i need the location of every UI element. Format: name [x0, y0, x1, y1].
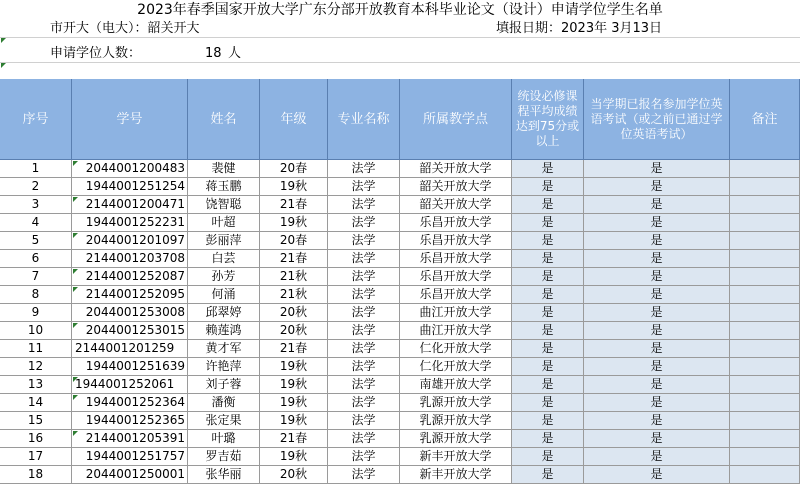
cell-avg-score[interactable]: 是	[512, 376, 584, 394]
cell-major[interactable]: 法学	[328, 268, 400, 286]
table-row	[0, 376, 800, 394]
cell-name[interactable]: 裴健	[188, 160, 260, 178]
cell-student-id[interactable]: 1944001252061	[72, 376, 188, 394]
cell-major[interactable]: 法学	[328, 160, 400, 178]
cell-grade[interactable]: 19秋	[260, 358, 328, 376]
cell-seq[interactable]: 15	[0, 412, 72, 430]
table-row	[0, 394, 800, 412]
cell-note[interactable]	[730, 466, 800, 484]
cell-note[interactable]	[730, 430, 800, 448]
comment-marker-icon	[73, 287, 78, 292]
cell-avg-score[interactable]: 是	[512, 304, 584, 322]
cell-avg-score[interactable]: 是	[512, 448, 584, 466]
cell-name[interactable]: 张华丽	[188, 466, 260, 484]
cell-seq[interactable]: 2	[0, 178, 72, 196]
comment-marker-icon	[73, 161, 78, 166]
cell-seq[interactable]: 13	[0, 376, 72, 394]
count-label[interactable]: 申请学位人数：	[50, 46, 142, 61]
cell-seq[interactable]: 11	[0, 340, 72, 358]
cell-note[interactable]	[730, 358, 800, 376]
comment-marker-icon	[73, 377, 78, 382]
cell-name[interactable]: 赖莲鸿	[188, 322, 260, 340]
cell-note[interactable]	[730, 412, 800, 430]
cell-site[interactable]: 乐昌开放大学	[400, 232, 512, 250]
cell-grade[interactable]: 21春	[260, 430, 328, 448]
cell-note[interactable]	[730, 394, 800, 412]
cell-english-exam[interactable]: 是	[584, 232, 730, 250]
cell-major[interactable]: 法学	[328, 232, 400, 250]
cell-seq[interactable]: 6	[0, 250, 72, 268]
cell-major[interactable]: 法学	[328, 304, 400, 322]
cell-grade[interactable]: 19秋	[260, 412, 328, 430]
cell-major[interactable]: 法学	[328, 394, 400, 412]
cell-student-id[interactable]: 1944001252231	[72, 214, 188, 232]
cell-note[interactable]	[730, 160, 800, 178]
header-english-exam[interactable]: 当学期已报名参加学位英语考试（或之前已通过学位英语考试）	[584, 79, 730, 160]
cell-student-id[interactable]: 1944001251757	[72, 448, 188, 466]
cell-seq[interactable]: 8	[0, 286, 72, 304]
cell-major[interactable]: 法学	[328, 376, 400, 394]
cell-english-exam[interactable]: 是	[584, 394, 730, 412]
cell-major[interactable]: 法学	[328, 196, 400, 214]
cell-grade[interactable]: 19秋	[260, 214, 328, 232]
cell-seq[interactable]: 4	[0, 214, 72, 232]
header-seq[interactable]: 序号	[0, 79, 72, 160]
cell-seq[interactable]: 14	[0, 394, 72, 412]
sheet-title: 2023年春季国家开放大学广东分部开放教育本科毕业论文（设计）申请学位学生名单	[137, 2, 663, 18]
cell-student-id[interactable]: 2144001252095	[72, 286, 188, 304]
header-student-id[interactable]: 学号	[72, 79, 188, 160]
cell-site[interactable]: 南雄开放大学	[400, 376, 512, 394]
header-site[interactable]: 所属教学点	[400, 79, 512, 160]
cell-seq[interactable]: 17	[0, 448, 72, 466]
cell-site[interactable]: 乐昌开放大学	[400, 268, 512, 286]
cell-name[interactable]: 孙芳	[188, 268, 260, 286]
cell-english-exam[interactable]: 是	[584, 412, 730, 430]
table-row	[0, 448, 800, 466]
cell-grade[interactable]: 21春	[260, 196, 328, 214]
header-major[interactable]: 专业名称	[328, 79, 400, 160]
cell-site[interactable]: 仁化开放大学	[400, 358, 512, 376]
cell-seq[interactable]: 12	[0, 358, 72, 376]
cell-name[interactable]: 蒋玉鹏	[188, 178, 260, 196]
cell-major[interactable]: 法学	[328, 448, 400, 466]
cell-avg-score[interactable]: 是	[512, 214, 584, 232]
cell-avg-score[interactable]: 是	[512, 160, 584, 178]
cell-name[interactable]: 饶智聪	[188, 196, 260, 214]
cell-grade[interactable]: 21秋	[260, 286, 328, 304]
cell-major[interactable]: 法学	[328, 340, 400, 358]
table-header	[0, 79, 800, 160]
cell-name[interactable]: 刘子蓉	[188, 376, 260, 394]
info-row-count	[0, 45, 800, 62]
cell-grade[interactable]: 20秋	[260, 322, 328, 340]
cell-avg-score[interactable]: 是	[512, 250, 584, 268]
cell-grade[interactable]: 20春	[260, 232, 328, 250]
cell-note[interactable]	[730, 448, 800, 466]
cell-student-id[interactable]: 1944001251254	[72, 178, 188, 196]
cell-english-exam[interactable]: 是	[584, 214, 730, 232]
table-row	[0, 214, 800, 232]
cell-major[interactable]: 法学	[328, 412, 400, 430]
cell-english-exam[interactable]: 是	[584, 160, 730, 178]
cell-english-exam[interactable]: 是	[584, 268, 730, 286]
table-row	[0, 340, 800, 358]
cell-avg-score[interactable]: 是	[512, 286, 584, 304]
cell-site[interactable]: 乐昌开放大学	[400, 214, 512, 232]
cell-note[interactable]	[730, 214, 800, 232]
cell-avg-score[interactable]: 是	[512, 358, 584, 376]
cell-name[interactable]: 叶璐	[188, 430, 260, 448]
cell-site[interactable]: 仁化开放大学	[400, 340, 512, 358]
cell-seq[interactable]: 16	[0, 430, 72, 448]
cell-student-id[interactable]: 2144001201259	[72, 340, 188, 358]
cell-major[interactable]: 法学	[328, 358, 400, 376]
cell-english-exam[interactable]: 是	[584, 196, 730, 214]
cell-avg-score[interactable]: 是	[512, 430, 584, 448]
cell-grade[interactable]: 21春	[260, 250, 328, 268]
cell-note[interactable]	[730, 340, 800, 358]
cell-note[interactable]	[730, 178, 800, 196]
cell-student-id[interactable]: 2044001253008	[72, 304, 188, 322]
table-row	[0, 466, 800, 484]
comment-marker-icon	[73, 431, 78, 436]
cell-student-id[interactable]: 1944001252365	[72, 412, 188, 430]
cell-note[interactable]	[730, 322, 800, 340]
cell-major[interactable]: 法学	[328, 322, 400, 340]
cell-english-exam[interactable]: 是	[584, 466, 730, 484]
cell-english-exam[interactable]: 是	[584, 358, 730, 376]
cell-english-exam[interactable]: 是	[584, 178, 730, 196]
cell-student-id[interactable]: 2044001201097	[72, 232, 188, 250]
cell-site[interactable]: 韶关开放大学	[400, 178, 512, 196]
cell-name[interactable]: 黄才军	[188, 340, 260, 358]
header-note[interactable]: 备注	[730, 79, 800, 160]
cell-note[interactable]	[730, 376, 800, 394]
info-row-school	[0, 20, 800, 37]
cell-english-exam[interactable]: 是	[584, 340, 730, 358]
cell-student-id[interactable]: 2144001205391	[72, 430, 188, 448]
cell-seq[interactable]: 18	[0, 466, 72, 484]
cell-student-id[interactable]: 2044001200483	[72, 160, 188, 178]
cell-avg-score[interactable]: 是	[512, 268, 584, 286]
cell-grade[interactable]: 19秋	[260, 376, 328, 394]
cell-english-exam[interactable]: 是	[584, 376, 730, 394]
cell-avg-score[interactable]: 是	[512, 412, 584, 430]
comment-marker-icon	[73, 197, 78, 202]
count-value[interactable]: 18	[205, 46, 222, 61]
cell-student-id[interactable]: 1944001252364	[72, 394, 188, 412]
table-row	[0, 286, 800, 304]
cell-seq[interactable]: 9	[0, 304, 72, 322]
cell-note[interactable]	[730, 286, 800, 304]
cell-major[interactable]: 法学	[328, 250, 400, 268]
cell-name[interactable]: 白芸	[188, 250, 260, 268]
cell-english-exam[interactable]: 是	[584, 250, 730, 268]
cell-name[interactable]: 邱翠婷	[188, 304, 260, 322]
table-row	[0, 304, 800, 322]
cell-seq[interactable]: 7	[0, 268, 72, 286]
cell-avg-score[interactable]: 是	[512, 196, 584, 214]
cell-english-exam[interactable]: 是	[584, 448, 730, 466]
table-row	[0, 430, 800, 448]
cell-english-exam[interactable]: 是	[584, 286, 730, 304]
cell-note[interactable]	[730, 250, 800, 268]
cell-name[interactable]: 罗吉茹	[188, 448, 260, 466]
cell-grade[interactable]: 19秋	[260, 178, 328, 196]
cell-site[interactable]: 韶关开放大学	[400, 196, 512, 214]
cell-student-id[interactable]: 2144001252087	[72, 268, 188, 286]
cell-avg-score[interactable]: 是	[512, 178, 584, 196]
cell-avg-score[interactable]: 是	[512, 394, 584, 412]
cell-note[interactable]	[730, 304, 800, 322]
cell-major[interactable]: 法学	[328, 430, 400, 448]
cell-major[interactable]: 法学	[328, 178, 400, 196]
cell-note[interactable]	[730, 268, 800, 286]
cell-site[interactable]: 乳源开放大学	[400, 394, 512, 412]
cell-note[interactable]	[730, 232, 800, 250]
comment-marker-icon	[73, 233, 78, 238]
table-row	[0, 232, 800, 250]
gridline	[0, 62, 800, 63]
cell-seq[interactable]: 3	[0, 196, 72, 214]
comment-marker-icon	[1, 38, 6, 43]
comment-marker-icon	[73, 323, 78, 328]
header-grade[interactable]: 年级	[260, 79, 328, 160]
cell-grade[interactable]: 21春	[260, 340, 328, 358]
cell-seq[interactable]: 1	[0, 160, 72, 178]
table-row	[0, 268, 800, 286]
cell-student-id[interactable]: 2144001200471	[72, 196, 188, 214]
table-row	[0, 160, 800, 178]
cell-site[interactable]: 曲江开放大学	[400, 322, 512, 340]
table-row	[0, 412, 800, 430]
comment-marker-icon	[73, 395, 78, 400]
cell-avg-score[interactable]: 是	[512, 322, 584, 340]
table-row	[0, 196, 800, 214]
cell-student-id[interactable]: 2044001250001	[72, 466, 188, 484]
cell-avg-score[interactable]: 是	[512, 466, 584, 484]
cell-grade[interactable]: 19秋	[260, 394, 328, 412]
cell-site[interactable]: 乐昌开放大学	[400, 286, 512, 304]
cell-grade[interactable]: 20春	[260, 160, 328, 178]
gridline	[0, 37, 800, 38]
cell-major[interactable]: 法学	[328, 286, 400, 304]
cell-english-exam[interactable]: 是	[584, 304, 730, 322]
table-row	[0, 322, 800, 340]
cell-name[interactable]: 何涌	[188, 286, 260, 304]
cell-avg-score[interactable]: 是	[512, 232, 584, 250]
cell-note[interactable]	[730, 196, 800, 214]
cell-grade[interactable]: 20秋	[260, 466, 328, 484]
count-unit: 人	[228, 46, 242, 61]
table-row	[0, 358, 800, 376]
cell-name[interactable]: 彭丽萍	[188, 232, 260, 250]
table-row	[0, 178, 800, 196]
cell-seq[interactable]: 5	[0, 232, 72, 250]
cell-major[interactable]: 法学	[328, 214, 400, 232]
cell-grade[interactable]: 21秋	[260, 268, 328, 286]
cell-seq[interactable]: 10	[0, 322, 72, 340]
cell-name[interactable]: 潘衡	[188, 394, 260, 412]
cell-site[interactable]: 新丰开放大学	[400, 448, 512, 466]
cell-site[interactable]: 乳源开放大学	[400, 412, 512, 430]
cell-site[interactable]: 韶关开放大学	[400, 160, 512, 178]
cell-name[interactable]: 叶超	[188, 214, 260, 232]
cell-major[interactable]: 法学	[328, 466, 400, 484]
cell-site[interactable]: 曲江开放大学	[400, 304, 512, 322]
cell-student-id[interactable]: 1944001251639	[72, 358, 188, 376]
comment-marker-icon	[1, 63, 6, 68]
school-label[interactable]: 市开大（电大）：韶关开大	[50, 21, 200, 36]
fill-date[interactable]: 填报日期：2023年 3月13日	[496, 21, 663, 36]
cell-site[interactable]: 乐昌开放大学	[400, 250, 512, 268]
cell-student-id[interactable]: 2044001253015	[72, 322, 188, 340]
cell-name[interactable]: 张定果	[188, 412, 260, 430]
cell-name[interactable]: 许艳萍	[188, 358, 260, 376]
cell-grade[interactable]: 19秋	[260, 448, 328, 466]
cell-english-exam[interactable]: 是	[584, 322, 730, 340]
cell-site[interactable]: 新丰开放大学	[400, 466, 512, 484]
cell-grade[interactable]: 20秋	[260, 304, 328, 322]
header-name[interactable]: 姓名	[188, 79, 260, 160]
header-avg-score[interactable]: 统设必修课程平均成绩达到75分或以上	[512, 79, 584, 160]
cell-avg-score[interactable]: 是	[512, 340, 584, 358]
cell-student-id[interactable]: 2144001203708	[72, 250, 188, 268]
comment-marker-icon	[73, 269, 78, 274]
cell-english-exam[interactable]: 是	[584, 430, 730, 448]
cell-site[interactable]: 乳源开放大学	[400, 430, 512, 448]
table-row	[0, 250, 800, 268]
